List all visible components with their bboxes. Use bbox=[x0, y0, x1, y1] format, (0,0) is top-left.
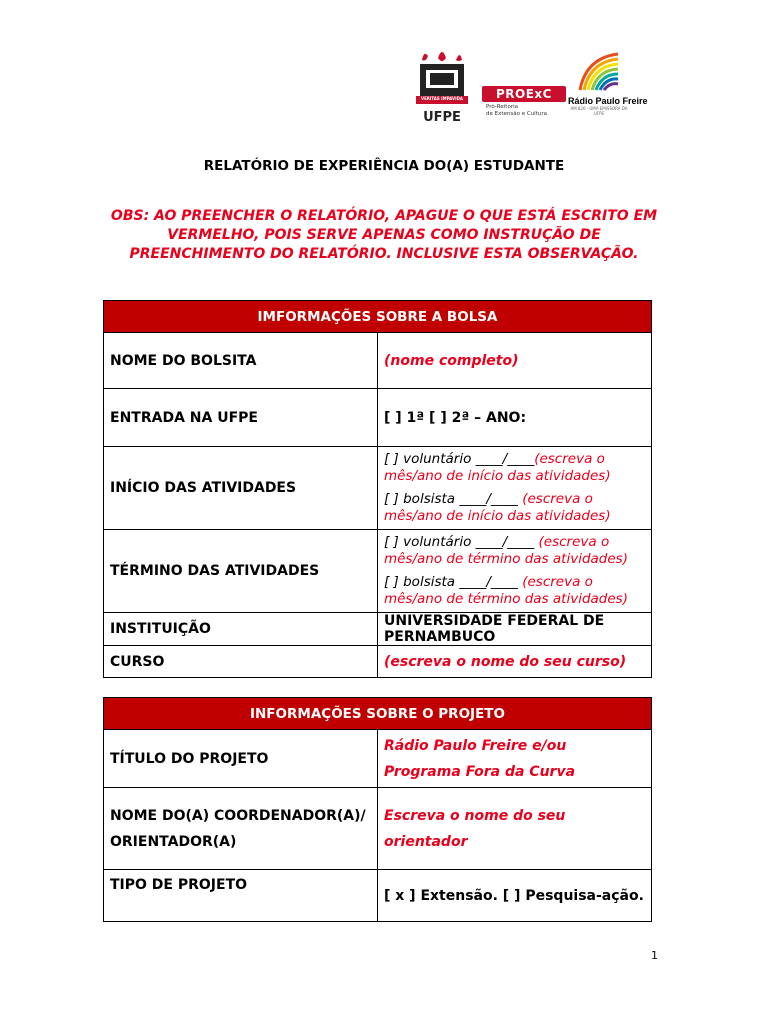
coordenador-label: NOME DO(A) COORDENADOR(A)/ORIENTADOR(A) bbox=[104, 788, 378, 870]
nome-value[interactable]: (nome completo) bbox=[378, 333, 652, 389]
inicio-bolsista: [ ] bolsista ____/____ bbox=[384, 491, 523, 507]
ufpe-crest-icon bbox=[414, 46, 470, 112]
titulo-value[interactable]: Rádio Paulo Freire e/ou Programa Fora da Curva bbox=[378, 730, 652, 788]
tipo-label: TIPO DE PROJETO bbox=[104, 870, 378, 922]
inicio-bolsista-hint: (escreva o mês/ano de início das atividades) bbox=[384, 491, 611, 524]
instituicao-value: UNIVERSIDADE FEDERAL DE PERNAMBUCO bbox=[378, 613, 652, 646]
curso-label: CURSO bbox=[104, 646, 378, 678]
table-row bbox=[104, 730, 652, 788]
termino-label: TÉRMINO DAS ATIVIDADES bbox=[104, 530, 378, 613]
radio-logo bbox=[568, 50, 648, 116]
termino-bolsista: [ ] bolsista ____/____ bbox=[384, 574, 523, 590]
tipo-value[interactable]: [ x ] Extensão. [ ] Pesquisa-ação. bbox=[378, 870, 652, 922]
nome-label: NOME DO BOLSITA bbox=[104, 333, 378, 389]
page-number: 1 bbox=[651, 949, 658, 962]
termino-voluntario: [ ] voluntário ____/____ bbox=[384, 534, 539, 550]
table-row bbox=[104, 870, 652, 922]
entrada-value[interactable]: [ ] 1ª [ ] 2ª – ANO: bbox=[378, 389, 652, 447]
termino-bolsista-hint: (escreva o mês/ano de término das atividades) bbox=[384, 574, 628, 607]
instruction-note: OBS: AO PREENCHER O RELATÓRIO, APAGUE O QUE ESTÁ ESCRITO EM VERMELHO, POIS SERVE APENAS COMO INSTRUÇÃO DE PREENCHIMENTO DO RELATÓRIO. INCLUSIVE ESTA OBSERVAÇÃO. bbox=[110, 208, 658, 262]
table-row bbox=[104, 613, 652, 646]
table-row bbox=[104, 788, 652, 870]
inicio-label: INÍCIO DAS ATIVIDADES bbox=[104, 447, 378, 530]
proexc-label: PROExC bbox=[482, 86, 566, 102]
document-title: RELATÓRIO DE EXPERIÊNCIA DO(A) ESTUDANTE bbox=[203, 158, 565, 174]
instituicao-label: INSTITUIÇÃO bbox=[104, 613, 378, 646]
ufpe-motto: VERITAS IMPAVIDA bbox=[420, 96, 464, 101]
projeto-header: INFORMAÇÕES SOBRE O PROJETO bbox=[104, 698, 652, 730]
bolsa-header: IMFORMAÇÕES SOBRE A BOLSA bbox=[104, 301, 652, 333]
termino-value[interactable] bbox=[378, 530, 652, 613]
table-row bbox=[104, 389, 652, 447]
table-row bbox=[104, 646, 652, 678]
coordenador-value[interactable]: Escreva o nome do seu orientador bbox=[378, 788, 652, 870]
inicio-voluntario: [ ] voluntário ____/____ bbox=[384, 451, 535, 467]
proexc-sub-line-2: de Extensão e Cultura bbox=[486, 110, 547, 117]
radio-wave-icon bbox=[576, 50, 622, 94]
table-row bbox=[104, 447, 652, 530]
radio-subtitle: AM 820 · UMA EMISSORA DA UFPE bbox=[570, 106, 628, 116]
header-logos bbox=[410, 42, 648, 132]
radio-label: Rádio Paulo Freire bbox=[568, 96, 648, 106]
proexc-sub-line-1: Pró-Reitoria bbox=[486, 104, 518, 110]
ufpe-label: UFPE bbox=[423, 110, 461, 125]
proexc-logo bbox=[482, 86, 566, 117]
titulo-label: TÍTULO DO PROJETO bbox=[104, 730, 378, 788]
curso-value[interactable]: (escreva o nome do seu curso) bbox=[378, 646, 652, 678]
entrada-label: ENTRADA NA UFPE bbox=[104, 389, 378, 447]
projeto-table bbox=[103, 697, 652, 922]
inicio-voluntario-hint: (escreva o mês/ano de início das atividades) bbox=[384, 451, 611, 484]
proexc-subtitle bbox=[482, 104, 566, 117]
bolsa-table bbox=[103, 300, 652, 678]
table-row bbox=[104, 333, 652, 389]
inicio-value[interactable] bbox=[378, 447, 652, 530]
table-row bbox=[104, 530, 652, 613]
termino-voluntario-hint: (escreva o mês/ano de término das atividades) bbox=[384, 534, 628, 567]
